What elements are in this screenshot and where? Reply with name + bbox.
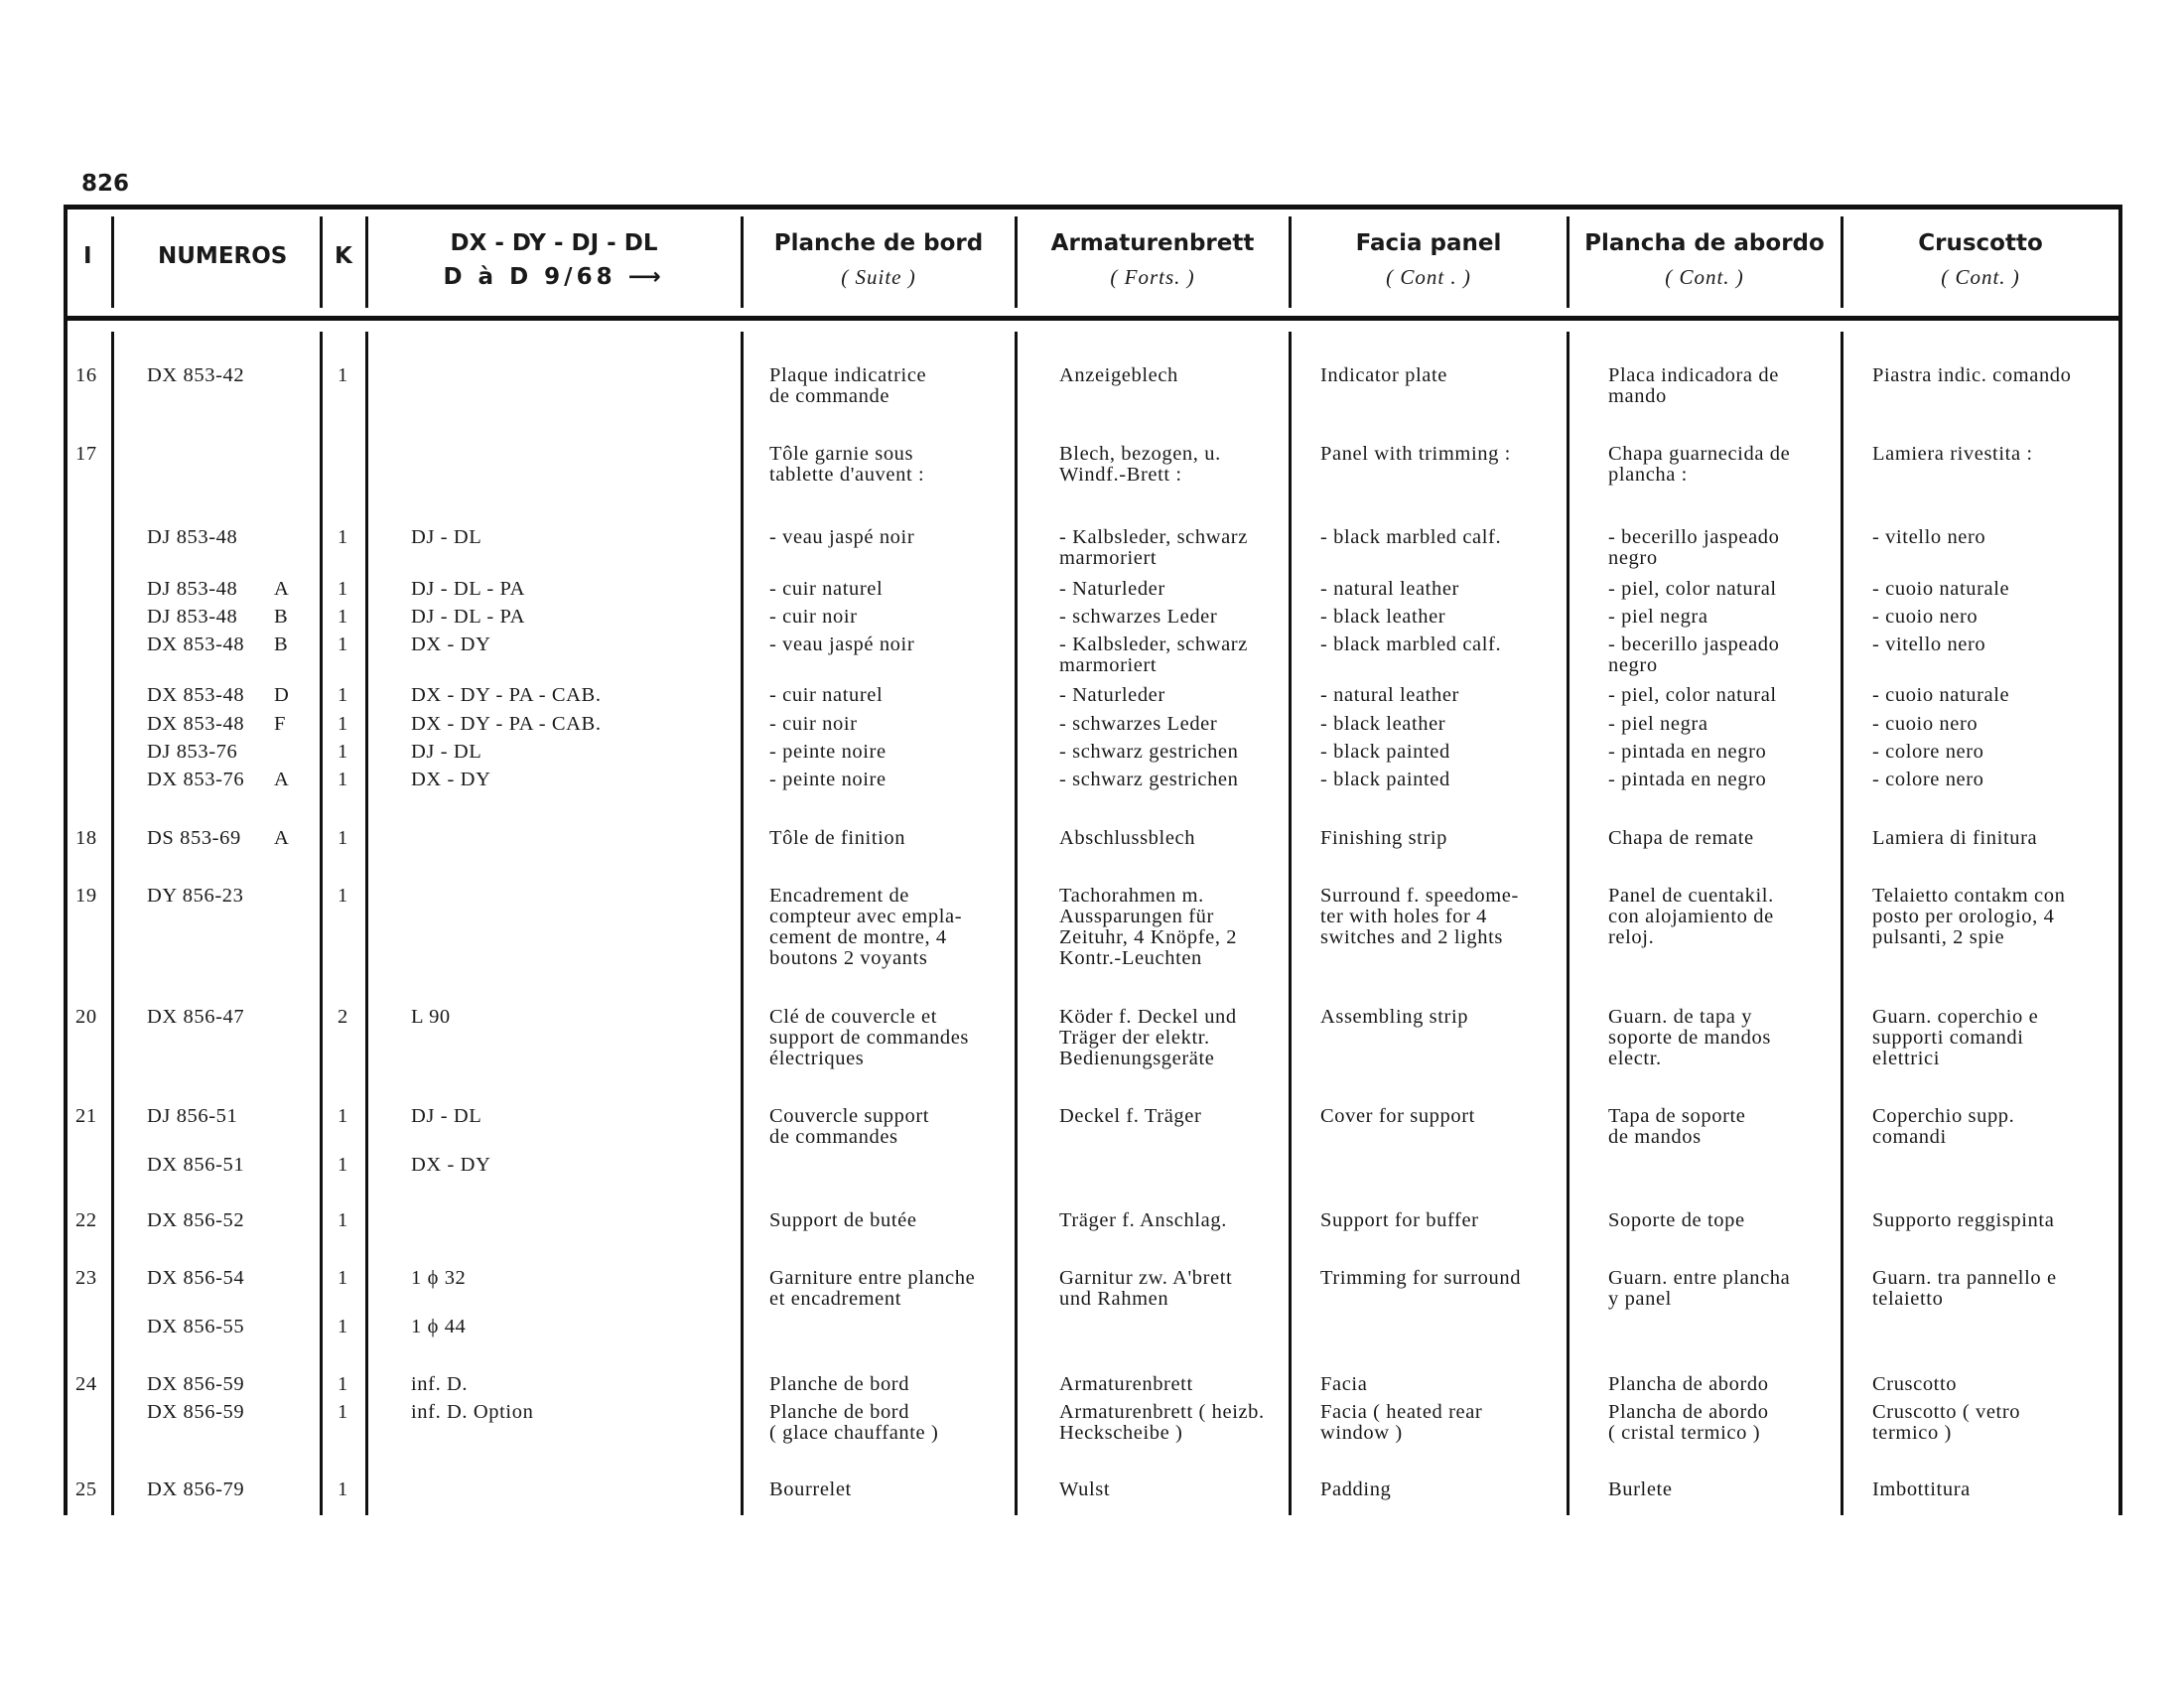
quantity: 1 bbox=[338, 633, 348, 655]
part-number: DX 856-52 bbox=[147, 1209, 245, 1231]
desc-es: - piel negra bbox=[1608, 606, 1708, 628]
part-number: DJ 853-48 bbox=[147, 578, 238, 600]
models: DX - DY bbox=[411, 769, 491, 790]
quantity: 1 bbox=[338, 606, 348, 628]
desc-de: - schwarz gestrichen bbox=[1059, 769, 1239, 790]
part-number: DX 856-79 bbox=[147, 1478, 245, 1500]
header-col-fr bbox=[745, 226, 1013, 294]
desc-es: Plancha de abordo ( cristal termico ) bbox=[1608, 1401, 1769, 1444]
desc-fr: - cuir noir bbox=[769, 713, 858, 735]
desc-es: Guarn. entre plancha y panel bbox=[1608, 1267, 1791, 1310]
item-number: 16 bbox=[75, 364, 97, 386]
desc-es: Panel de cuentakil. con alojamiento de reloj. bbox=[1608, 885, 1774, 948]
desc-it: Imbottitura bbox=[1872, 1478, 1971, 1500]
models: inf. D. Option bbox=[411, 1401, 534, 1423]
col-sep-header bbox=[365, 216, 368, 308]
quantity: 2 bbox=[338, 1006, 348, 1028]
quantity: 1 bbox=[338, 684, 348, 706]
desc-fr: Plaque indicatrice de commande bbox=[769, 364, 927, 407]
models: inf. D. bbox=[411, 1373, 469, 1395]
desc-fr: Garniture entre planche et encadrement bbox=[769, 1267, 976, 1310]
desc-fr: - peinte noire bbox=[769, 741, 887, 763]
desc-en: - black marbled calf. bbox=[1320, 633, 1502, 655]
header-col-models bbox=[369, 226, 739, 294]
part-number: DX 853-48 bbox=[147, 633, 245, 655]
header-de-sub: ( Forts. ) bbox=[1110, 265, 1195, 289]
part-number: DX 856-55 bbox=[147, 1316, 245, 1337]
desc-it: - cuoio naturale bbox=[1872, 578, 2010, 600]
header-bottom-border bbox=[66, 316, 2122, 321]
desc-en: - natural leather bbox=[1320, 684, 1459, 706]
header-models-line2: D à D 9/68 ⟶ bbox=[443, 264, 665, 290]
desc-de: - schwarz gestrichen bbox=[1059, 741, 1239, 763]
desc-en: Assembling strip bbox=[1320, 1006, 1469, 1028]
desc-it: Guarn. coperchio e supporti comandi elettrici bbox=[1872, 1006, 2039, 1069]
col-sep-header bbox=[320, 216, 323, 308]
desc-de: - Kalbsleder, schwarz marmoriert bbox=[1059, 526, 1248, 569]
header-col-k: K bbox=[335, 243, 352, 269]
quantity: 1 bbox=[338, 1154, 348, 1176]
models: DJ - DL - PA bbox=[411, 606, 526, 628]
desc-en: Surround f. speedome- ter with holes for 4 switches and 2 lights bbox=[1320, 885, 1519, 948]
desc-it: Telaietto contakm con posto per orologio, 4 pulsanti, 2 spie bbox=[1872, 885, 2066, 948]
col-sep-header bbox=[1841, 216, 1843, 308]
part-number: DX 853-76 bbox=[147, 769, 245, 790]
part-suffix: B bbox=[274, 606, 289, 628]
part-number: DJ 856-51 bbox=[147, 1105, 238, 1127]
desc-en: Trimming for surround bbox=[1320, 1267, 1522, 1289]
item-number: 21 bbox=[75, 1105, 97, 1127]
desc-es: Tapa de soporte de mandos bbox=[1608, 1105, 1746, 1148]
desc-de: Wulst bbox=[1059, 1478, 1111, 1500]
models: DJ - DL bbox=[411, 1105, 482, 1127]
quantity: 1 bbox=[338, 364, 348, 386]
part-number: DX 853-48 bbox=[147, 684, 245, 706]
models: 1 ϕ 32 bbox=[411, 1267, 467, 1289]
desc-en: - black painted bbox=[1320, 769, 1450, 790]
item-number: 17 bbox=[75, 443, 97, 465]
desc-it: Supporto reggispinta bbox=[1872, 1209, 2055, 1231]
quantity: 1 bbox=[338, 1373, 348, 1395]
desc-it: - vitello nero bbox=[1872, 526, 1986, 548]
desc-de: - Kalbsleder, schwarz marmoriert bbox=[1059, 633, 1248, 676]
models: DJ - DL - PA bbox=[411, 578, 526, 600]
col-sep-body bbox=[111, 332, 114, 1515]
part-number: DJ 853-48 bbox=[147, 606, 238, 628]
desc-de: Tachorahmen m. Aussparungen für Zeituhr, 4 Knöpfe, 2 Kontr.-Leuchten bbox=[1059, 885, 1238, 969]
col-sep-header bbox=[111, 216, 114, 308]
desc-en: Cover for support bbox=[1320, 1105, 1475, 1127]
header-fr-sub: ( Suite ) bbox=[841, 265, 916, 289]
quantity: 1 bbox=[338, 1401, 348, 1423]
header-models-line1: DX - DY - DJ - DL bbox=[450, 230, 658, 256]
desc-de: Blech, bezogen, u. Windf.-Brett : bbox=[1059, 443, 1221, 486]
desc-de: Armaturenbrett bbox=[1059, 1373, 1193, 1395]
desc-es: Soporte de tope bbox=[1608, 1209, 1745, 1231]
part-number: DX 856-54 bbox=[147, 1267, 245, 1289]
quantity: 1 bbox=[338, 1209, 348, 1231]
desc-fr: - veau jaspé noir bbox=[769, 633, 915, 655]
desc-fr: Clé de couvercle et support de commandes électriques bbox=[769, 1006, 970, 1069]
page-number: 826 bbox=[81, 171, 130, 197]
header-col-en bbox=[1293, 226, 1565, 294]
desc-it: - colore nero bbox=[1872, 741, 1984, 763]
item-number: 25 bbox=[75, 1478, 97, 1500]
quantity: 1 bbox=[338, 827, 348, 849]
desc-en: - black painted bbox=[1320, 741, 1450, 763]
desc-fr: Encadrement de compteur avec empla- cement de montre, 4 boutons 2 voyants bbox=[769, 885, 963, 969]
desc-it: - colore nero bbox=[1872, 769, 1984, 790]
desc-de: Abschlussblech bbox=[1059, 827, 1196, 849]
table-left-border bbox=[64, 205, 68, 1515]
col-sep-header bbox=[741, 216, 744, 308]
desc-fr: - peinte noire bbox=[769, 769, 887, 790]
desc-it: Lamiera rivestita : bbox=[1872, 443, 2033, 465]
desc-en: - black leather bbox=[1320, 606, 1446, 628]
desc-it: - cuoio nero bbox=[1872, 713, 1979, 735]
desc-it: - cuoio naturale bbox=[1872, 684, 2010, 706]
models: 1 ϕ 44 bbox=[411, 1316, 467, 1337]
desc-es: - becerillo jaspeado negro bbox=[1608, 633, 1780, 676]
part-number: DX 856-51 bbox=[147, 1154, 245, 1176]
part-number: DS 853-69 bbox=[147, 827, 241, 849]
part-suffix: B bbox=[274, 633, 289, 655]
quantity: 1 bbox=[338, 1267, 348, 1289]
desc-en: Panel with trimming : bbox=[1320, 443, 1511, 465]
desc-de: Garnitur zw. A'brett und Rahmen bbox=[1059, 1267, 1233, 1310]
desc-it: Coperchio supp. comandi bbox=[1872, 1105, 2015, 1148]
desc-en: Facia bbox=[1320, 1373, 1368, 1395]
desc-es: Placa indicadora de mando bbox=[1608, 364, 1779, 407]
models: L 90 bbox=[411, 1006, 451, 1028]
desc-es: - piel, color natural bbox=[1608, 684, 1777, 706]
desc-en: - natural leather bbox=[1320, 578, 1459, 600]
part-suffix: A bbox=[274, 769, 290, 790]
desc-it: Cruscotto ( vetro termico ) bbox=[1872, 1401, 2021, 1444]
quantity: 1 bbox=[338, 1316, 348, 1337]
models: DX - DY - PA - CAB. bbox=[411, 713, 602, 735]
desc-it: - cuoio nero bbox=[1872, 606, 1979, 628]
desc-fr: - cuir noir bbox=[769, 606, 858, 628]
desc-fr: - cuir naturel bbox=[769, 578, 884, 600]
header-col-i: I bbox=[83, 243, 92, 269]
quantity: 1 bbox=[338, 1478, 348, 1500]
item-number: 22 bbox=[75, 1209, 97, 1231]
header-es-sub: ( Cont. ) bbox=[1665, 265, 1744, 289]
quantity: 1 bbox=[338, 1105, 348, 1127]
header-col-it bbox=[1844, 226, 2116, 294]
desc-it: - vitello nero bbox=[1872, 633, 1986, 655]
desc-fr: Tôle garnie sous tablette d'auvent : bbox=[769, 443, 925, 486]
desc-it: Guarn. tra pannello e telaietto bbox=[1872, 1267, 2057, 1310]
models: DX - DY bbox=[411, 633, 491, 655]
desc-de: Köder f. Deckel und Träger der elektr. Bedienungsgeräte bbox=[1059, 1006, 1237, 1069]
header-col-de bbox=[1019, 226, 1287, 294]
desc-fr: Tôle de finition bbox=[769, 827, 906, 849]
quantity: 1 bbox=[338, 769, 348, 790]
desc-it: Piastra indic. comando bbox=[1872, 364, 2072, 386]
models: DJ - DL bbox=[411, 741, 482, 763]
part-number: DJ 853-76 bbox=[147, 741, 238, 763]
col-sep-body bbox=[365, 332, 368, 1515]
header-en-sub: ( Cont . ) bbox=[1386, 265, 1471, 289]
desc-es: Chapa de remate bbox=[1608, 827, 1754, 849]
desc-en: - black leather bbox=[1320, 713, 1446, 735]
desc-de: Armaturenbrett ( heizb. Heckscheibe ) bbox=[1059, 1401, 1265, 1444]
desc-es: - piel, color natural bbox=[1608, 578, 1777, 600]
desc-fr: Planche de bord bbox=[769, 1373, 910, 1395]
part-suffix: A bbox=[274, 578, 290, 600]
desc-es: Guarn. de tapa y soporte de mandos electr. bbox=[1608, 1006, 1771, 1069]
desc-en: - black marbled calf. bbox=[1320, 526, 1502, 548]
desc-en: Finishing strip bbox=[1320, 827, 1448, 849]
desc-en: Facia ( heated rear window ) bbox=[1320, 1401, 1483, 1444]
desc-fr: Bourrelet bbox=[769, 1478, 852, 1500]
quantity: 1 bbox=[338, 885, 348, 907]
models: DX - DY - PA - CAB. bbox=[411, 684, 602, 706]
item-number: 19 bbox=[75, 885, 97, 907]
quantity: 1 bbox=[338, 713, 348, 735]
quantity: 1 bbox=[338, 578, 348, 600]
col-sep-body bbox=[741, 332, 744, 1515]
col-sep-body bbox=[320, 332, 323, 1515]
desc-en: Padding bbox=[1320, 1478, 1392, 1500]
header-col-numeros: NUMEROS bbox=[158, 243, 288, 269]
header-it-sub: ( Cont. ) bbox=[1941, 265, 2020, 289]
item-number: 23 bbox=[75, 1267, 97, 1289]
quantity: 1 bbox=[338, 526, 348, 548]
header-de-title: Armaturenbrett bbox=[1050, 230, 1255, 256]
part-suffix: D bbox=[274, 684, 290, 706]
desc-de: - Naturleder bbox=[1059, 578, 1165, 600]
part-number: DJ 853-48 bbox=[147, 526, 238, 548]
desc-de: Anzeigeblech bbox=[1059, 364, 1178, 386]
item-number: 24 bbox=[75, 1373, 97, 1395]
quantity: 1 bbox=[338, 741, 348, 763]
desc-fr: Couvercle support de commandes bbox=[769, 1105, 930, 1148]
desc-fr: Support de butée bbox=[769, 1209, 917, 1231]
desc-es: Chapa guarnecida de plancha : bbox=[1608, 443, 1791, 486]
item-number: 20 bbox=[75, 1006, 97, 1028]
item-number: 18 bbox=[75, 827, 97, 849]
desc-en: Support for buffer bbox=[1320, 1209, 1479, 1231]
part-number: DX 853-42 bbox=[147, 364, 245, 386]
desc-fr: - cuir naturel bbox=[769, 684, 884, 706]
header-fr-title: Planche de bord bbox=[773, 230, 984, 256]
desc-fr: - veau jaspé noir bbox=[769, 526, 915, 548]
desc-de: - Naturleder bbox=[1059, 684, 1165, 706]
part-number: DX 856-59 bbox=[147, 1401, 245, 1423]
desc-de: - schwarzes Leder bbox=[1059, 606, 1218, 628]
header-col-es bbox=[1570, 226, 1839, 294]
header-it-title: Cruscotto bbox=[1918, 230, 2043, 256]
desc-es: - becerillo jaspeado negro bbox=[1608, 526, 1780, 569]
desc-en: Indicator plate bbox=[1320, 364, 1447, 386]
desc-fr: Planche de bord ( glace chauffante ) bbox=[769, 1401, 939, 1444]
part-suffix: F bbox=[274, 713, 287, 735]
models: DX - DY bbox=[411, 1154, 491, 1176]
desc-es: - piel negra bbox=[1608, 713, 1708, 735]
desc-de: - schwarzes Leder bbox=[1059, 713, 1218, 735]
part-number: DX 856-47 bbox=[147, 1006, 245, 1028]
desc-it: Lamiera di finitura bbox=[1872, 827, 2038, 849]
desc-es: - pintada en negro bbox=[1608, 741, 1767, 763]
desc-es: Burlete bbox=[1608, 1478, 1673, 1500]
header-es-title: Plancha de abordo bbox=[1584, 230, 1825, 256]
col-sep-header bbox=[1567, 216, 1570, 308]
part-suffix: A bbox=[274, 827, 290, 849]
desc-es: - pintada en negro bbox=[1608, 769, 1767, 790]
desc-es: Plancha de abordo bbox=[1608, 1373, 1769, 1395]
models: DJ - DL bbox=[411, 526, 482, 548]
header-en-title: Facia panel bbox=[1355, 230, 1502, 256]
part-number: DY 856-23 bbox=[147, 885, 244, 907]
desc-it: Cruscotto bbox=[1872, 1373, 1958, 1395]
col-sep-header bbox=[1015, 216, 1018, 308]
part-number: DX 853-48 bbox=[147, 713, 245, 735]
col-sep-header bbox=[1289, 216, 1292, 308]
desc-de: Deckel f. Träger bbox=[1059, 1105, 1202, 1127]
part-number: DX 856-59 bbox=[147, 1373, 245, 1395]
table-right-border bbox=[2118, 205, 2122, 1515]
desc-de: Träger f. Anschlag. bbox=[1059, 1209, 1227, 1231]
table-top-border bbox=[66, 205, 2122, 210]
